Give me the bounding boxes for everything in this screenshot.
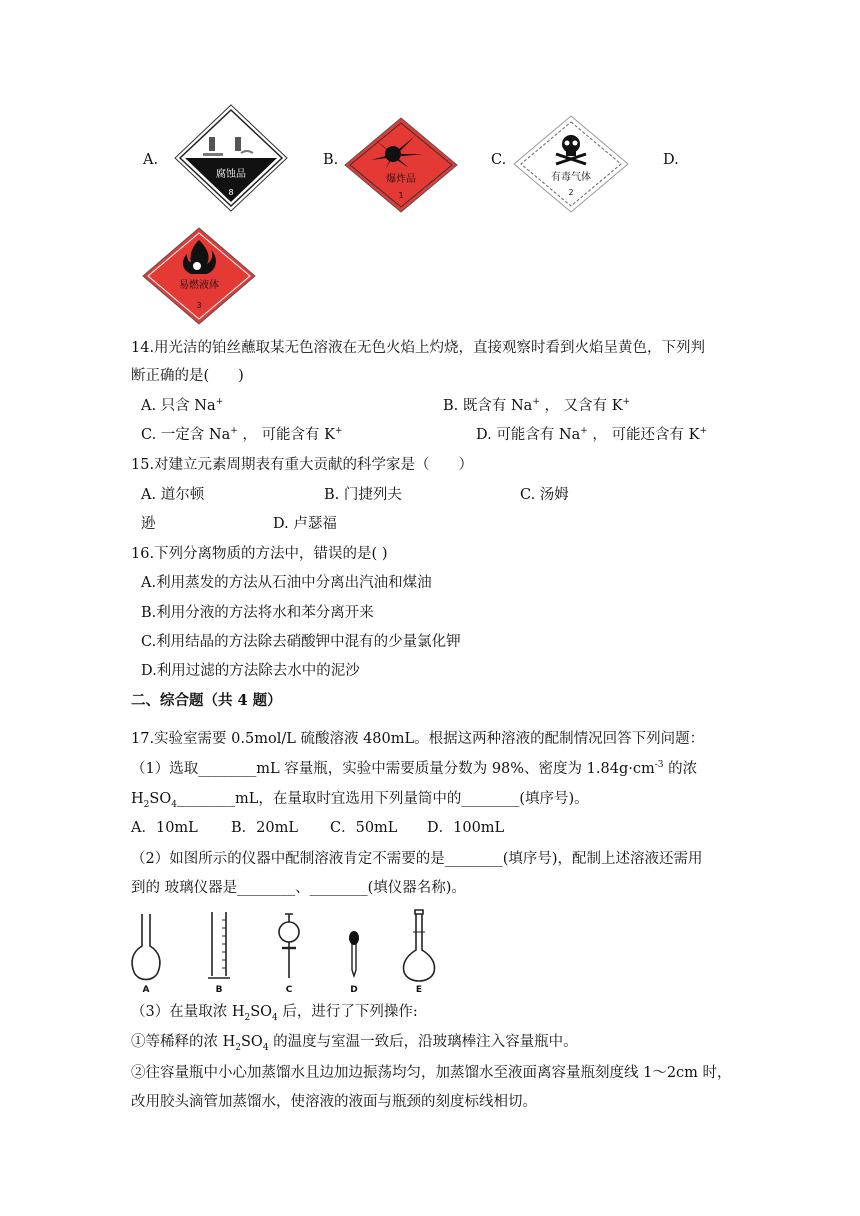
q16-option-a: A.利用蒸发的方法从石油中分离出汽油和煤油 [141,575,432,591]
test-tube-icon [235,137,241,151]
q17-part3: （3）在量取浓 $H_2SO_4$ 后，进行了下列操作: [131,1004,418,1023]
sign-c-label: 有毒气体 [551,172,591,183]
separatory-funnel-icon [279,914,299,978]
q14-stem-line2: 断正确的是( ) [131,368,244,384]
q17-choice-a: A．10mL [131,820,198,836]
q17-part1-line2: $H_2SO_4\_\_\_\_\_\_\_\_mL$，在量取时宜选用下列量筒中的________(填序号)。 [131,791,589,810]
explosive-hazard-sign [343,116,459,214]
q15-option-a: A. 道尔顿 [141,487,205,503]
corrosive-hazard-sign [173,103,289,213]
option-d-letter: D. [663,152,679,168]
q17-choice-c: C．50mL [330,820,398,836]
sign-d-class: 3 [196,301,202,310]
apparatus-label-a: A [142,985,150,994]
sign-c-class: 2 [568,188,574,197]
q17-choice-b: B．20mL [231,820,298,836]
round-bottom-flask-icon [132,914,160,980]
q14-option-b: B. 既含有 Na+ ， 又含有 K+ [443,397,631,414]
q15-option-d: D. 卢瑟福 [273,516,337,532]
volumetric-flask-icon [404,910,435,981]
q17-part2-line1: （2）如图所示的仪器中配制溶液肯定不需要的是________(填序号)，配制上述溶液还需用 [131,851,703,867]
q14-option-c: C. 一定含 Na+ ， 可能含有 K+ [141,426,343,443]
apparatus-figure [128,908,458,994]
test-tube-icon [209,137,215,151]
toxic-gas-hazard-sign [512,114,630,214]
apparatus-label-c: C [285,985,293,994]
apparatus-label-e: E [415,985,423,994]
q17-choice-d: D．100mL [427,820,505,836]
q16-stem: 16.下列分离物质的方法中，错误的是( ) [131,546,388,562]
dropper-icon [349,931,359,976]
option-b-letter: B. [323,152,339,168]
sign-a-class: 8 [228,188,234,197]
sign-b-label: 爆炸品 [386,174,416,185]
q16-option-b: B.利用分液的方法将水和苯分离开来 [141,605,374,621]
q14-stem-line1: 14.用光洁的铂丝蘸取某无色溶液在无色火焰上灼烧，直接观察时看到火焰呈黄色，下列判 [131,340,706,356]
apparatus-label-b: B [215,985,223,994]
q16-option-c: C.利用结晶的方法除去硝酸钾中混有的少量氯化钾 [141,634,461,650]
q17-step2-line2: 改用胶头滴管加蒸馏水，使溶液的液面与瓶颈的刻度标线相切。 [131,1094,537,1110]
option-c-letter: C. [491,152,507,168]
q17-step1: ①等稀释的浓 $H_2SO_4$ 的温度与室温一致后，沿玻璃棒注入容量瓶中。 [131,1034,578,1053]
sign-a-label: 腐蚀品 [216,169,246,180]
q17-step2-line1: ②往容量瓶中小心加蒸馏水且边加边振荡均匀，加蒸馏水至液面离容量瓶刻度线 1～2cm 时， [131,1065,732,1081]
flammable-liquid-hazard-sign [141,226,257,326]
q17-stem: 17.实验室需要 0.5mol/L 硫酸溶液 480mL。根据这两种溶液的配制情况回答下列问题： [131,731,705,747]
graduated-cylinder-icon [208,912,230,978]
sign-b-class: 1 [398,191,404,200]
q17-part2-line2: 到的 玻璃仪器是________、________(填仪器名称)。 [131,880,466,896]
q15-option-b: B. 门捷列夫 [324,487,402,503]
option-a-letter: A. [143,152,159,168]
q15-option-c-wrap: 逊 [141,516,156,532]
section-heading: 二、综合题（共 4 题） [131,692,282,709]
q14-option-a: A. 只含 Na+ [141,397,224,414]
q15-option-c: C. 汤姆 [520,487,569,503]
q14-option-d: D. 可能含有 Na+ ， 可能还含有 K+ [476,426,708,443]
sign-d-label: 易燃液体 [179,280,219,291]
apparatus-label-d: D [350,985,358,994]
q17-part1-line1: （1）选取________mL 容量瓶，实验中需要质量分数为 98%、密度为 $1.84g\cdot cm^{-3}$ 的浓 [131,760,698,777]
q15-stem: 15.对建立元素周期表有重大贡献的科学家是（ ） [131,457,474,473]
q16-option-d: D.利用过滤的方法除去水中的泥沙 [141,663,360,679]
